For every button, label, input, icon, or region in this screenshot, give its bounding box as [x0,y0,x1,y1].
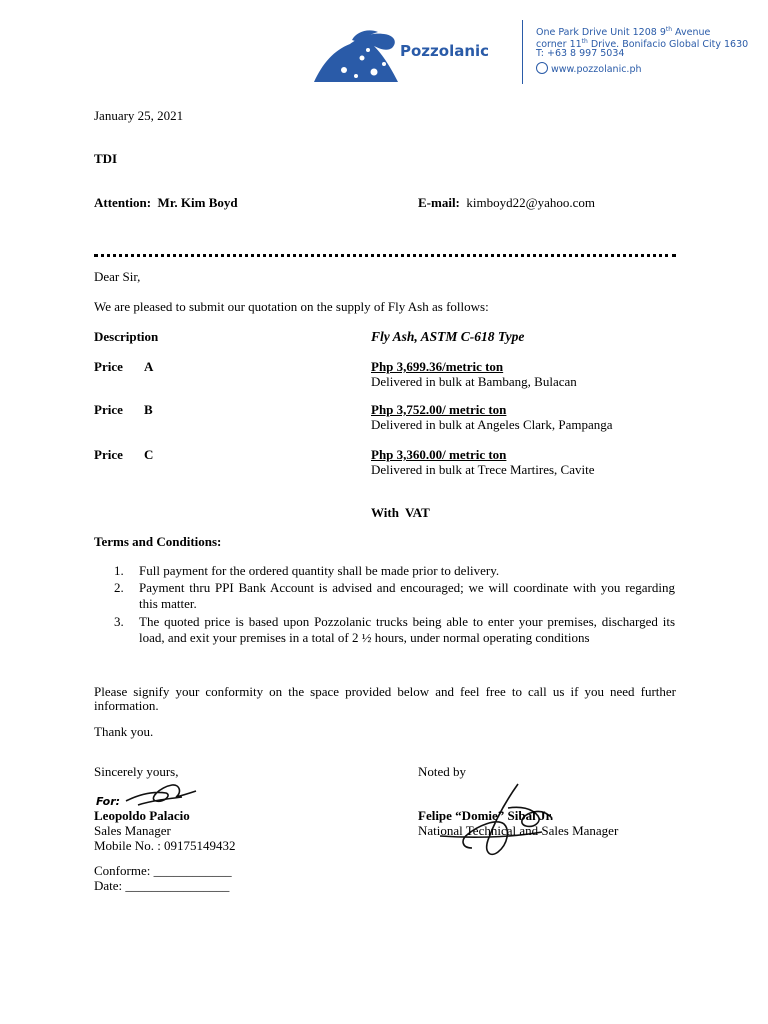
price-amount-c: Php 3,360.00/ metric ton [371,447,507,462]
for-stamp: For: [96,795,121,808]
thank-you: Thank you. [94,724,154,739]
brand-name: Pozzolanic [400,42,490,60]
signer1-mobile: Mobile No. : 09175149432 [94,838,236,853]
terms-heading: Terms and Conditions: [94,534,222,549]
price-amount-b: Php 3,752.00/ metric ton [371,402,507,417]
letter-date: January 25, 2021 [94,108,184,123]
date-line: Date: ________________ [94,878,230,893]
signer2-title: National Technical and Sales Manager [418,823,619,838]
closing-paragraph: Please signify your conformity on the space provided below and feel free to call us if you need further information. [94,684,676,713]
signer1-title: Sales Manager [94,823,171,838]
globe-icon [536,62,548,74]
header-divider [522,20,523,84]
address-line-1: One Park Drive Unit 1208 9th Avenue [536,26,711,39]
intro-text: We are pleased to submit our quotation on the supply of Fly Ash as follows: [94,299,489,314]
price-label-a: Price [94,359,123,374]
price-location-c: Delivered in bulk at Trece Martires, Cavite [371,462,595,477]
price-letter-c: C [144,447,154,462]
address-line-2: corner 11th Drive. Bonifacio Global City 1630 [536,38,749,51]
email-line: E-mail: kimboyd22@yahoo.com [418,195,595,210]
price-letter-a: A [144,359,154,374]
noted-by: Noted by [418,764,467,779]
email-value[interactable]: kimboyd22@yahoo.com [466,195,595,210]
conforme-line: Conforme: ____________ [94,863,232,878]
description-label: Description [94,329,159,344]
separator-dotted [94,254,676,257]
vat-note: With VAT [371,505,430,520]
price-location-b: Delivered in bulk at Angeles Clark, Pampanga [371,417,613,432]
recipient: TDI [94,151,118,166]
signer2-name: Felipe “Domie” Sibal Jr. [418,808,554,823]
website-link[interactable]: www.pozzolanic.ph [551,64,642,75]
website-line [536,62,642,76]
price-location-a: Delivered in bulk at Bambang, Bulacan [371,374,577,389]
price-label-b: Price [94,402,123,417]
attention-line: Attention: Mr. Kim Boyd [94,195,238,210]
phone-number: T: +63 8 997 5034 [536,48,625,59]
description-value: Fly Ash, ASTM C-618 Type [371,329,525,344]
price-label-c: Price [94,447,123,462]
price-amount-a: Php 3,699.36/metric ton [371,359,504,374]
price-letter-b: B [144,402,153,417]
salutation: Dear Sir, [94,269,141,284]
sincerely: Sincerely yours, [94,764,179,779]
signer1-name: Leopoldo Palacio [94,808,190,823]
